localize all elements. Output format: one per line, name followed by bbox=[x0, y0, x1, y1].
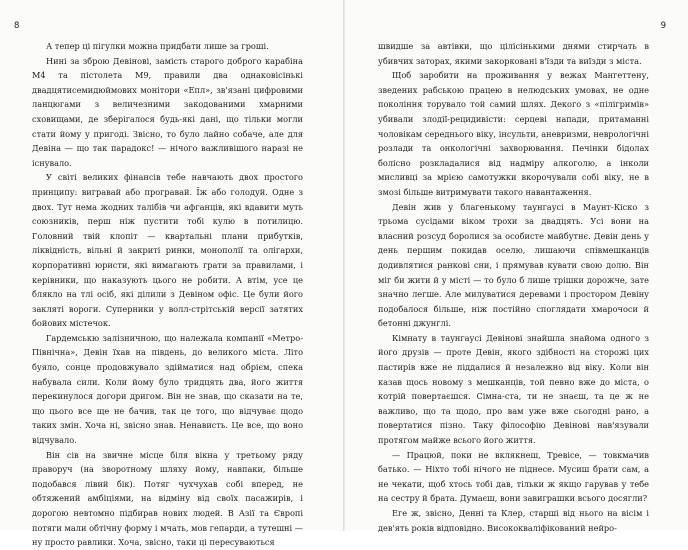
paragraph: Еге ж, звісно, Денні та Клер, старші від нього на вісім і дев'ять років відповідно. Висококваліфікований нейро- bbox=[378, 508, 649, 533]
paragraph: Гардемськю залізничною, що належала компанії «Метро-Північна», Девін їхав на південь, до великого міста. Літо буяло, сонце продовжувало здійматися над обрієм, спека набувала сили. Коли йому було тридцять два, його життя перекинулося догори дригом. Він не знав, що сказати на те, що цього все ще не бачив, так це того, що відчуває щодо таких змін. Хоча ні, звісно знав. Ненависть. Це все, що воно відчувало. bbox=[32, 332, 303, 446]
left-page-text bbox=[32, 39, 303, 550]
paragraph: Нині за зброю Девінові, замість старого доброго карабіна М4 та пістолета М9, правили два однаковісінькі двадцятисемидюймових монітори «Епл», зв'язані цифровими ланцюгами з величезними закодованими хмарними сховищами, де зберігалося будь-які дані, що тільки могли стати йому у пригоді. Звісно, то було лайно собаче, але для Девіна — що так парадокс! — нічого важливішого наразі не існувало. bbox=[32, 55, 303, 168]
right-page-text bbox=[378, 39, 649, 535]
paragraph: Щоб заробити на проживання у вежах Мангеттену, зведених рабською працею в нелюдських умовах, не одне покоління торувало той самий шлях. Декого з «пілігримів» убивали злодії-рецидивісти: серцеві напади, притаманні чоловікам середнього віку, інсульти, аневризми, неврологічні розлади та онкологічні захворювання. Печінки бідолах болісно розкладалися від надміру алкоголю, а інколи мисливці за мрією самотужки вкорочували собі віку, не в змозі більше витримувати такого навантаження. bbox=[378, 70, 649, 197]
page-number: 8 bbox=[14, 21, 20, 31]
paragraph: А тепер ці пігулки можна придбати лише за гроші. bbox=[46, 41, 269, 51]
paragraph: Девін жив у благенькому таунгаусі в Маунт-Кіско з трьома сусідами віком трохи за двадцять. Усі вони на власний розсуд боролися за особисте майбутнє. Девін день у день першим покидав оселю, лишаючи співмешканців додивлятися ранкові сни, і прямував кувати свою долю. Він міг би жити й у місті — то було б лише трішки дорожче, зате значно легше. Але милуватися деревами і простором Девіну подобалося більше, ніж постійно споглядати хмарочоси й бетонні джунглі. bbox=[378, 201, 649, 329]
paragraph: Він сів на звичне місце біля вікна у третьому ряду праворуч (на зворотному шляху йому, навпаки, більше подобався лівий бік). Потяг чухчухав собі вперед, не обтяжений амбіціями, на відміну від своїх пасажирів, і дорогою невтомно підбирав нових людей. В Азії та Європі потяги мали обтічну форму і мчать, мов гепарди, а тутешні — ну просто равлики. Хоча, звісно, таки ці пересуваються bbox=[32, 449, 303, 548]
paragraph: — Працюй, поки не вклякнеш, Тревісе, — товкмачив батько. — Ніхто тобі нічого не піднесе. Мусиш брати сам, а не чекати, щоб хтось тобі дав, тільки ж якщо гарував у тебе на сестру й брата. Думаєш, вони завиграшки всього досягли? bbox=[378, 449, 649, 504]
left-page bbox=[0, 0, 343, 548]
right-page bbox=[345, 0, 688, 531]
page-number: 9 bbox=[660, 21, 666, 31]
paragraph: швидше за автівки, що цілісінькими днями стирчать в убивчих заторах, якими закорковані в'їзди та виїзди з міста. bbox=[378, 41, 649, 66]
paragraph: У світі великих фінансів тебе навчають двох простого принципу: вигравай або програвай. Їж або голодуй. Одне з двох. Тут нема жодних талібів чи афганців, які вдавити муть союзників, перш ніж пустити тобі кулю в потилицю. Головний твій клопіт — квартальні плани прибутків, ліквідність, вільні й закриті ринки, монополії та олігархи, корпоративні юристи, які вимагають грати за правилами, і керівники, що наказують цього не робити. А втім, усе це блякло на тлі осіб, які ділили з Девіном офіс. Це були його закляті вороги. Суперники у волл-стрітській версії затятих бойових містечок. bbox=[32, 172, 303, 329]
paragraph: Кімнату в таунгаусі Девінові знайшла знайома одного з його друзів — проте Девін, якого здібності на сторожі цих пастирів вже не піддалися й незалежно від віку. Коли він казав щось новому з мешканців, той певно вже до міста, о котрій повертаєшся. Сімна-ста, ти не знаєш, та це ж не важливо, що та щодо, про вам уже вже сьогодні рано, а повертатися пізно. Таку філософію Девінові нав'язували протягом майже всього його життя. bbox=[378, 332, 649, 446]
